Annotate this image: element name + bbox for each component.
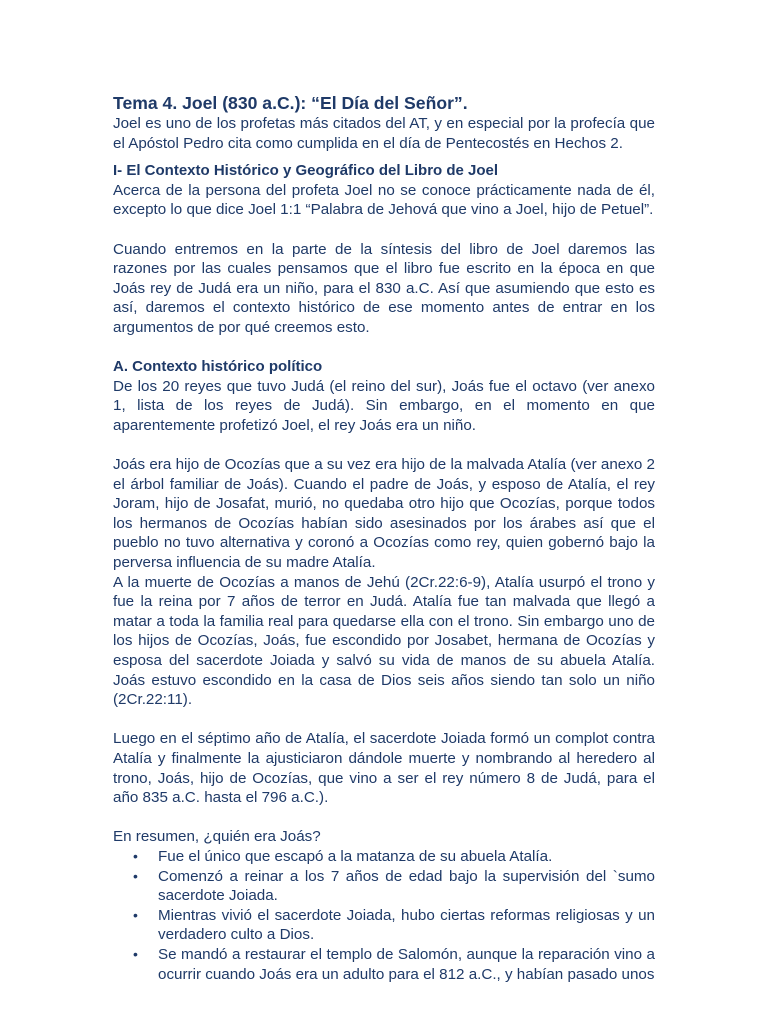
document-title: Tema 4. Joel (830 a.C.): “El Día del Señor”. — [113, 93, 468, 113]
spacer — [113, 153, 655, 161]
bullet-item — [113, 945, 655, 984]
bullet-icon: • — [133, 867, 138, 884]
section-a-paragraph-3: A la muerte de Ocozías a manos de Jehú (2Cr.22:6-9), Atalía usurpó el trono y fue la reina por 7 años de terror en Judá. Atalía fue tan malvada que llegó a matar a toda la familia real para quedarse ella con el trono. Sin embargo uno de los hijos de Ocozías, Joás, fue escondido por Josabet, hermana de Ocozías y esposa del sacerdote Joiada y salvó su vida de manos de su abuela Atalía. Joás estuvo escondido en la casa de Dios seis años siendo tan solo un niño (2Cr.22:11). — [113, 573, 655, 709]
document-content — [113, 92, 655, 984]
section-a-paragraph-2: Joás era hijo de Ocozías que a su vez era hijo de la malvada Atalía (ver anexo 2 el árbol familiar de Joás). Cuando el padre de Joás, y esposo de Atalía, el rey Joram, hijo de Josafat, murió, no quedaba otro hijo que Ocozías, porque todos los hermanos de Ocozías habían sido asesinados por los árabes así que el pueblo no tuvo alternativa y coronó a Ocozías como rey, quien gobernó bajo la perversa influencia de su madre Atalía. — [113, 456, 655, 572]
bullet-icon: • — [133, 847, 138, 864]
section-1-paragraph-2: Cuando entremos en la parte de la síntesis del libro de Joel daremos las razones por las cuales pensamos que el libro fue escrito en la época en que Joás rey de Judá era un niño, para el 830 a.C. Así que asumiendo que esto es así, daremos el contexto histórico de ese momento antes de entrar en los argumentos de por qué creemos esto. — [113, 240, 655, 336]
bullet-icon: • — [133, 906, 138, 923]
bullet-item — [113, 867, 655, 906]
spacer — [113, 338, 655, 358]
bullet-text: Fue el único que escapó a la matanza de su abuela Atalía. — [158, 847, 553, 865]
section-1-paragraph-1: Acerca de la persona del profeta Joel no se conoce prácticamente nada de él, excepto lo que dice Joel 1:1 “Palabra de Jehová que vino a Joel, hijo de Petuel”. — [113, 181, 655, 219]
bullet-item — [113, 847, 655, 867]
intro-paragraph: Joel es uno de los profetas más citados del AT, y en especial por la profecía que el Apóstol Pedro cita como cumplida en el día de Pentecostés en Hechos 2. — [113, 115, 655, 152]
spacer — [113, 220, 655, 240]
section-a-heading: A. Contexto histórico político — [113, 358, 323, 376]
section-a-paragraph-1: De los 20 reyes que tuvo Judá (el reino del sur), Joás fue el octavo (ver anexo 1, lista de los reyes de Judá). Sin embargo, en el momento en que aparentemente profetizó Joel, el rey Joás era un niño. — [113, 377, 655, 434]
summary-question: En resumen, ¿quién era Joás? — [113, 828, 321, 846]
bullet-icon: • — [133, 945, 138, 962]
bullet-text: Mientras vivió el sacerdote Joiada, hubo ciertas reformas religiosas y un verdadero culto a Dios. — [158, 906, 655, 944]
summary-bullet-list — [113, 847, 655, 984]
spacer — [113, 710, 655, 730]
bullet-item — [113, 906, 655, 945]
bullet-text: Se mandó a restaurar el templo de Salomón, aunque la reparación vino a ocurrir cuando Joás era un adulto para el 812 a.C., y habían pasado unos — [158, 945, 655, 983]
spacer — [113, 436, 655, 456]
section-a-paragraph-4: Luego en el séptimo año de Atalía, el sacerdote Joiada formó un complot contra Atalía y finalmente la ajusticiaron dándole muerte y nombrando al heredero al trono, Joás, hijo de Ocozías, que vino a ser el rey número 8 de Judá, para el año 835 a.C. hasta el 796 a.C.). — [113, 730, 655, 807]
spacer — [113, 808, 655, 828]
bullet-text: Comenzó a reinar a los 7 años de edad bajo la supervisión del `sumo sacerdote Joiada. — [158, 867, 655, 905]
section-1-heading: I- El Contexto Histórico y Geográfico del Libro de Joel — [113, 162, 499, 180]
